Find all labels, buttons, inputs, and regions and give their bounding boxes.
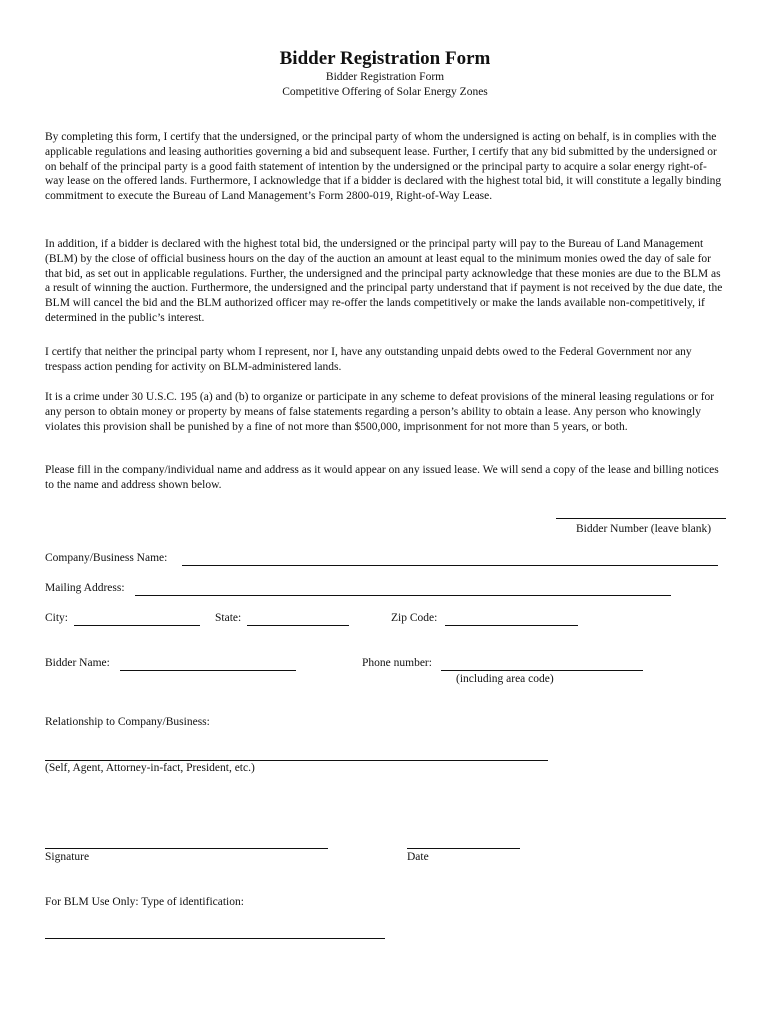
date-field[interactable] (407, 848, 520, 849)
subtitle-form-name: Bidder Registration Form (325, 71, 445, 83)
relationship-label: Relationship to Company/Business: (45, 716, 210, 728)
relationship-field[interactable] (45, 760, 548, 761)
subtitle-offering: Competitive Offering of Solar Energy Zones (282, 86, 488, 98)
relationship-note: (Self, Agent, Attorney-in-fact, President, etc.) (45, 762, 255, 774)
blm-use-label: For BLM Use Only: Type of identification: (45, 896, 244, 908)
date-label: Date (407, 851, 429, 863)
bidder-name-field[interactable] (120, 670, 296, 671)
city-field[interactable] (74, 625, 200, 626)
state-field[interactable] (247, 625, 349, 626)
phone-number-field[interactable] (441, 670, 643, 671)
company-name-label: Company/Business Name: (45, 552, 168, 564)
bidder-name-label: Bidder Name: (45, 657, 110, 669)
instructions-paragraph: Please fill in the company/individual name and address as it would appear on any issued lease. We will send a copy of the lease and billing notices to the name and address shown below. (45, 464, 719, 491)
phone-number-label: Phone number: (362, 657, 432, 669)
signature-label: Signature (45, 851, 90, 863)
mailing-address-label: Mailing Address: (45, 582, 125, 594)
crime-paragraph: It is a crime under 30 U.S.C. 195 (a) and (b) to organize or participate in any scheme to defeat provisions of the mineral leasing regulations or for any person to obtain money or property by means of false statements regarding a person’s ability to obtain a lease. Any person who knowingly violates this provision shall be punished by a fine of not more than $500,000, imprisonment for not more than 5 years, or both. (45, 391, 715, 433)
certification-paragraph: By completing this form, I certify that the undersigned, or the principal party of whom the undersigned is acting on behalf, is in complies with the applicable regulations and leasing authorities governing a bid and subsequent lease. Further, I certify that any bid submitted by the undersigned or on behalf of the principal party is a good faith statement of intention by the undersigned or the principal party to acquire a solar energy right-of-way lease on the offered lands. Furthermore, I acknowledge that if a bidder is declared with the highest total bid, it will constitute a legally binding commitment to execute the Bureau of Land Management’s Form 2800-019, Right-of-Way Lease. (45, 131, 722, 203)
payment-paragraph: In addition, if a bidder is declared with the highest total bid, the undersigned or the principal party will pay to the Bureau of Land Management (BLM) by the close of official business hours on the day of the auction an amount at least equal to the minimum monies owed the day of sale for that bid, as set out in applicable regulations. Further, the undersigned and the principal party acknowledge that these monies are due to the BLM as a result of winning the auction. Furthermore, the undersigned and the principal party understand that if payment is not received by the due date, the BLM will cancel the bid and the BLM authorized officer may re-offer the lands competitively or make the lands available non-competitively, if determined in the public’s interest. (45, 238, 723, 324)
zip-code-label: Zip Code: (391, 612, 438, 624)
company-name-field[interactable] (182, 565, 718, 566)
page-title: Bidder Registration Form (279, 48, 491, 69)
city-label: City: (45, 612, 69, 624)
zip-code-field[interactable] (445, 625, 578, 626)
phone-note: (including area code) (456, 673, 554, 685)
state-label: State: (215, 612, 242, 624)
bidder-number-field[interactable] (556, 518, 726, 519)
debts-paragraph: I certify that neither the principal party whom I represent, nor I, have any outstanding unpaid debts owed to the Federal Government nor any trespass action pending for activity on BLM-administered lands. (45, 346, 692, 373)
signature-field[interactable] (45, 848, 328, 849)
mailing-address-field[interactable] (135, 595, 671, 596)
identification-type-field[interactable] (45, 938, 385, 939)
bidder-number-label: Bidder Number (leave blank) (576, 523, 712, 535)
